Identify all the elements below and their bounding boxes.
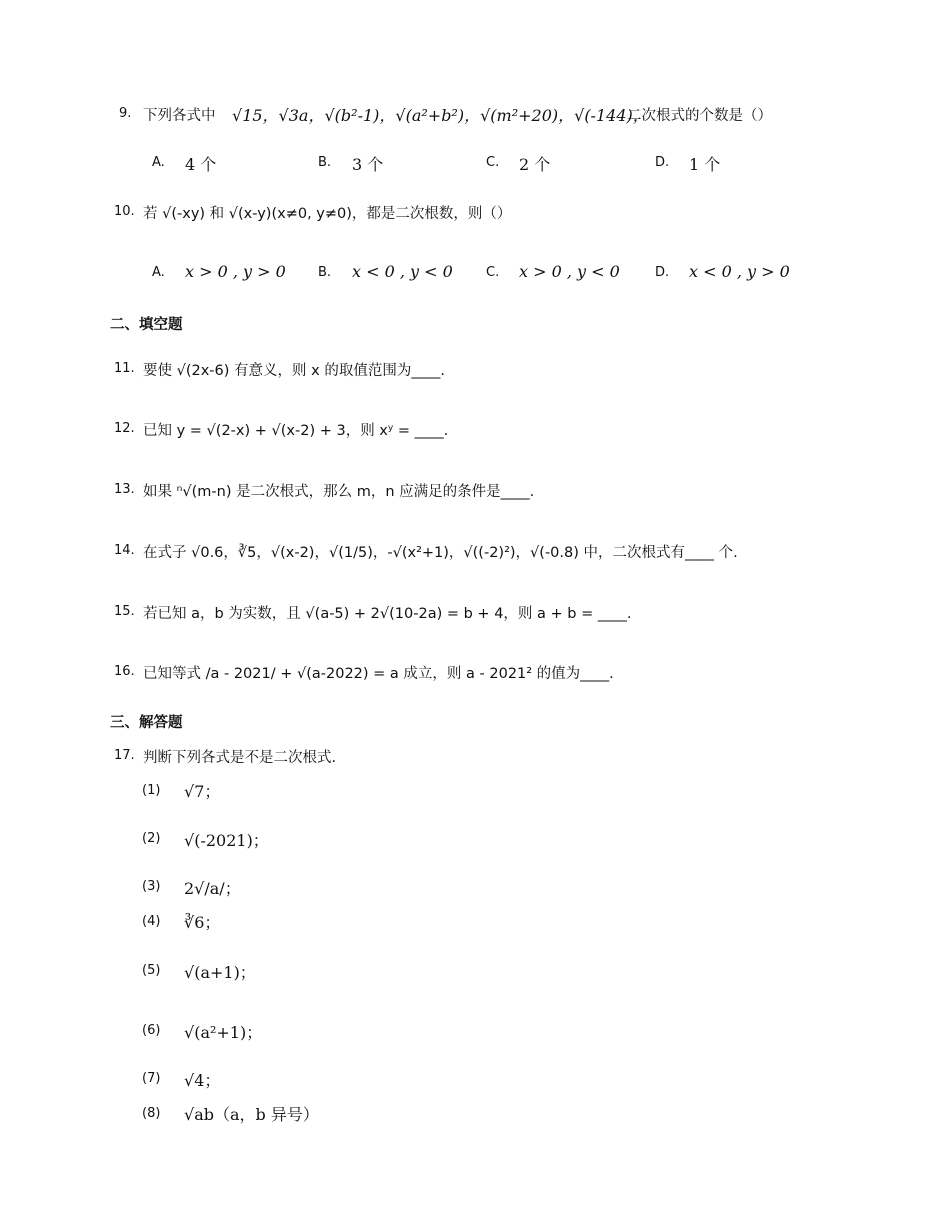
q13-number: 13.	[114, 482, 135, 497]
q10-option-c-label: C.	[486, 265, 500, 280]
q9-option-b-text: 3 个	[352, 155, 384, 174]
q10-text: 若 √(-xy) 和 √(x-y)(x≠0, y≠0)，都是二次根数，则（）	[143, 206, 512, 222]
q17-item-1-label: (1)	[142, 783, 161, 798]
q9-text-after: 二次根式的个数是（）	[627, 108, 772, 124]
q11-number: 11.	[114, 361, 135, 376]
q15-text: 若已知 a，b 为实数，且 √(a-5) + 2√(10-2a) = b + 4，则 a + b = ____.	[143, 606, 632, 622]
q17-item-7-expr: √4；	[184, 1071, 221, 1090]
q17-item-3-label: (3)	[142, 879, 161, 894]
q14-number: 14.	[114, 543, 135, 558]
q10-number: 10.	[114, 204, 135, 219]
q13-text: 如果 ⁿ√(m-n) 是二次根式，那么 m，n 应满足的条件是____.	[143, 484, 535, 500]
q9-number: 9.	[119, 106, 132, 121]
q9-option-d-label: D.	[655, 155, 670, 170]
q12-number: 12.	[114, 421, 135, 436]
q17-text: 判断下列各式是不是二次根式.	[143, 750, 337, 766]
q17-item-5-label: (5)	[142, 963, 161, 978]
q15-number: 15.	[114, 604, 135, 619]
q9-option-a-label: A.	[152, 155, 165, 170]
q17-item-4-label: (4)	[142, 914, 161, 929]
q16-number: 16.	[114, 664, 135, 679]
q17-item-4-expr: ∛6；	[184, 913, 221, 932]
q17-item-6-label: (6)	[142, 1023, 161, 1038]
q10-option-d-text: x < 0 , y > 0	[689, 262, 790, 281]
q10-option-a-label: A.	[152, 265, 165, 280]
q12-text: 已知 y = √(2-x) + √(x-2) + 3，则 xʸ = ____.	[143, 423, 449, 439]
section-fill-in-title: 二、填空题	[110, 317, 183, 333]
q10-option-d-label: D.	[655, 265, 670, 280]
q14-text: 在式子 √0.6，∛5，√(x-2)，√(1/5)，-√(x²+1)，√((-2)²)，√(-0.8) 中，二次根式有____ 个.	[143, 545, 738, 561]
q10-option-c-text: x > 0 , y < 0	[519, 262, 620, 281]
q17-item-8-expr: √ab（a，b 异号）	[184, 1105, 319, 1124]
q10-option-b-text: x < 0 , y < 0	[352, 262, 453, 281]
q17-item-7-label: (7)	[142, 1071, 161, 1086]
q9-text-before: 下列各式中	[143, 108, 216, 124]
q16-text: 已知等式 /a - 2021/ + √(a-2022) = a 成立，则 a - 2021² 的值为____.	[143, 666, 614, 682]
q9-option-a-text: 4 个	[185, 155, 217, 174]
q17-item-5-expr: √(a+1)；	[184, 963, 256, 982]
q9-expressions: √15，√3a，√(b²-1)，√(a²+b²)，√(m²+20)，√(-144)，	[232, 106, 649, 125]
q17-item-6-expr: √(a²+1)；	[184, 1023, 263, 1042]
section-answer-title: 三、解答题	[110, 715, 183, 731]
q17-item-3-expr: 2√/a/；	[184, 879, 241, 898]
q17-item-2-expr: √(-2021)；	[184, 831, 269, 850]
q17-item-2-label: (2)	[142, 831, 161, 846]
q17-item-8-label: (8)	[142, 1106, 161, 1121]
q11-text: 要使 √(2x-6) 有意义，则 x 的取值范围为____.	[143, 363, 445, 379]
q10-option-b-label: B.	[318, 265, 332, 280]
q9-option-d-text: 1 个	[689, 155, 721, 174]
q17-item-1-expr: √7；	[184, 782, 221, 801]
q10-option-a-text: x > 0 , y > 0	[185, 262, 286, 281]
q17-number: 17.	[114, 748, 135, 763]
q9-option-c-text: 2 个	[519, 155, 551, 174]
q9-option-b-label: B.	[318, 155, 332, 170]
q9-option-c-label: C.	[486, 155, 500, 170]
